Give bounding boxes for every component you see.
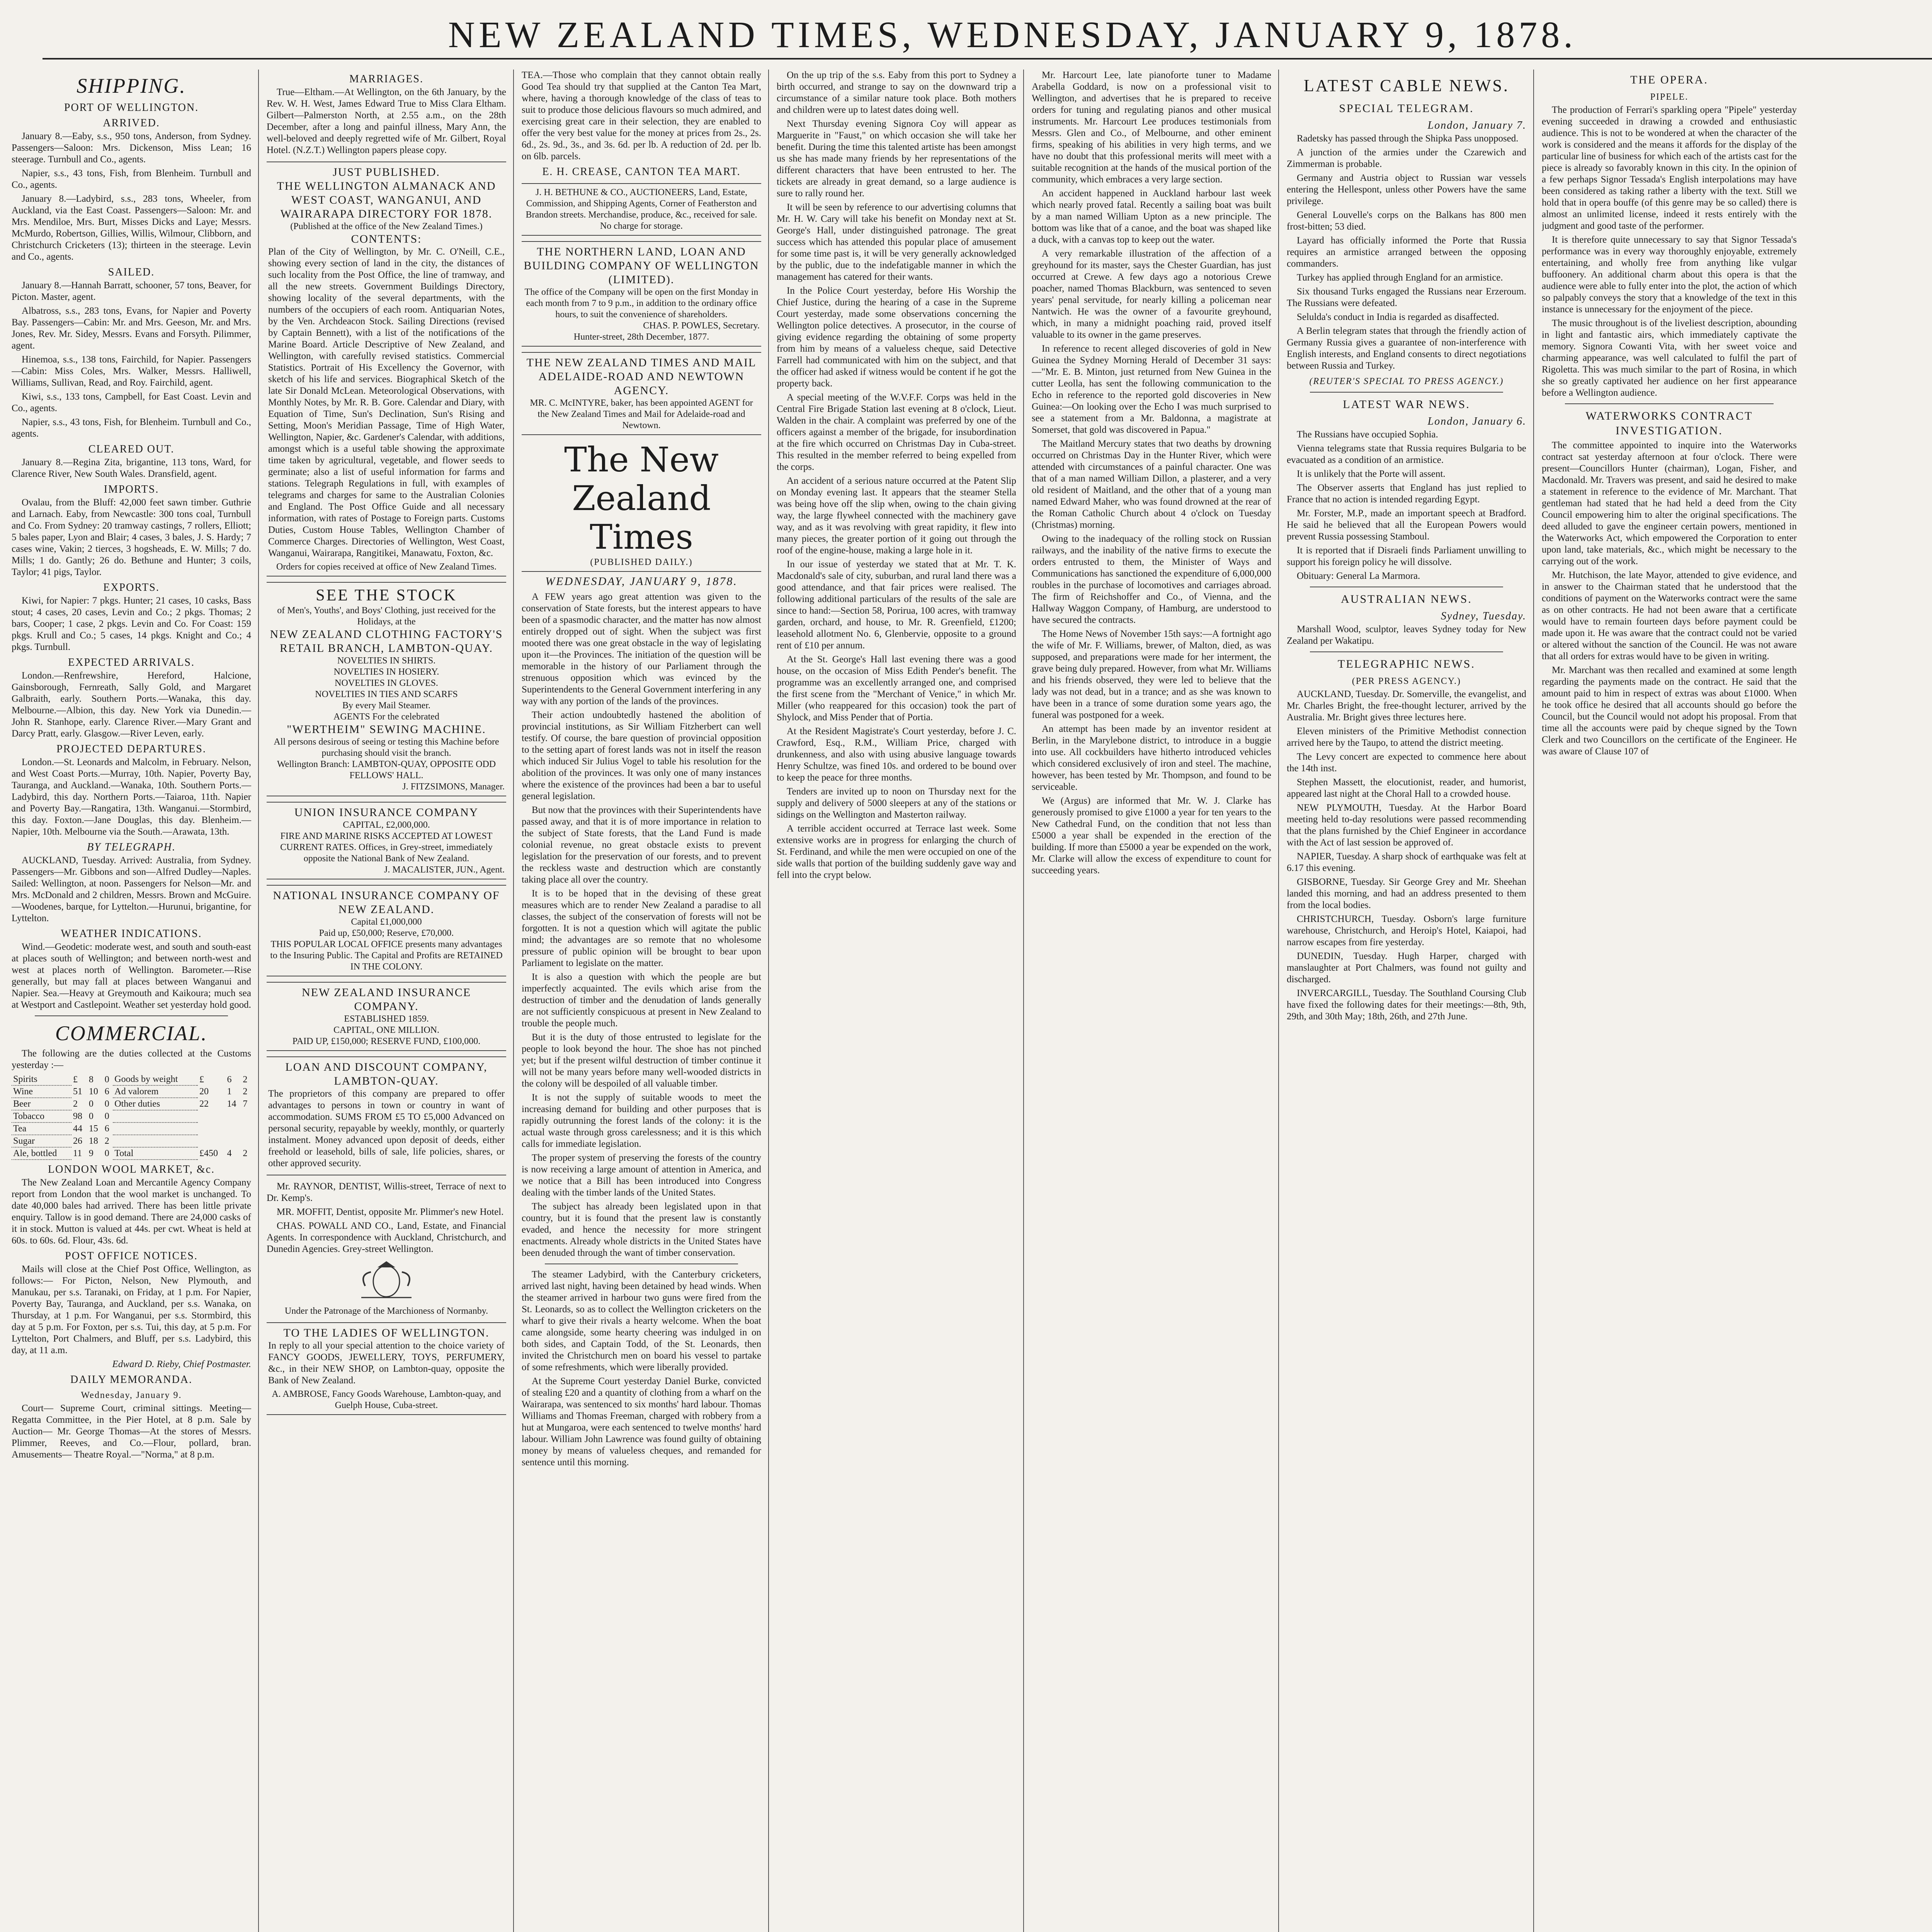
customs-cell: 15 xyxy=(88,1124,98,1134)
cable-item: Layard has officially informed the Porte that Russia requires an armistice arranged between the opposing commanders. xyxy=(1287,235,1526,269)
cable-item: Germany and Austria object to Russian war vessels entering the Hellespont, unless other Powers have the same privilege. xyxy=(1287,173,1526,206)
shipping-heading: SHIPPING. xyxy=(77,74,186,97)
column-shipping xyxy=(12,70,259,1932)
times-mail-ad xyxy=(522,352,761,435)
northern-loan-sign: CHAS. P. POWLES, Secretary. xyxy=(643,321,760,331)
telegraphic-heading: TELEGRAPHIC NEWS. xyxy=(1338,658,1475,670)
customs-row xyxy=(12,1073,251,1085)
national-insurance-ad xyxy=(267,885,506,976)
cable-date: London, January 7. xyxy=(1427,119,1526,131)
customs-cell xyxy=(198,1122,226,1135)
ladies-title: TO THE LADIES OF WELLINGTON. xyxy=(283,1327,490,1339)
cleared-list xyxy=(12,457,251,480)
customs-cell: Tea xyxy=(12,1122,71,1135)
daily-text: Court— Supreme Court, criminal sittings. Meeting— Regatta Committee, in the Pier Hotel, at 8 p.m. Sale by Auction— Mr. George Thomas—At the stores of Messrs. Plimmer, Reeves, and Co.—Flour, pollard, bran. Amusements— Theatre Royal.—"Norma," at 8 p.m. xyxy=(12,1403,251,1460)
editorial-paragraph: It is to be hoped that in the devising of these great measures which are to render New Zealand a paradise to all classes, the subject of the conservation of forests will not be forgotten. It is not a question which will agitate the public mind; the advantages are so remote that no wholesome pressure of public opinion will be brought to bear upon Parliament to legislate on the matter. xyxy=(522,888,761,968)
customs-cell xyxy=(226,1122,242,1135)
telegraphic-subheading: (PER PRESS AGENCY.) xyxy=(1352,676,1461,686)
column-cable-news xyxy=(1287,70,1534,1932)
customs-cell: 0 xyxy=(104,1111,109,1121)
news-paragraph: In reference to recent alleged discoveries of gold in New Guinea the Sydney Morning Herald of December 31 says:—"Mr. E. B. Minton, just returned from New Guinea in the cutter Leolla, has sent the following communication to the Echo in reference to the reported gold discoveries in New Guinea:—On looking over the Echo I was much surprised to see a statement from a Mr. Baldonna, a magistrate at Somerset, that gold was discovered in Papua." xyxy=(1032,344,1271,435)
editorial-paragraph: It is not the supply of suitable woods to meet the increasing demand for building and other purposes that is rapidly outrunning the forest lands of the colony: it is the actual waste through gross carelessness; and it is this which calls for immediate legislation. xyxy=(522,1092,761,1149)
divider xyxy=(1310,392,1503,393)
ladies-ad xyxy=(267,1322,506,1415)
customs-cell xyxy=(241,1135,251,1147)
divider xyxy=(1310,651,1503,652)
sailed-list xyxy=(12,280,251,440)
national-body: THIS POPULAR LOCAL OFFICE presents many advantages to the Insuring Public. The Capital and Profits are RETAINED IN THE COLONY. xyxy=(270,939,503,972)
customs-cell xyxy=(198,1135,226,1147)
customs-cell: 6 xyxy=(104,1087,109,1097)
news-paragraph: A special meeting of the W.V.F.F. Corps was held in the Central Fire Brigade Station last evening at 8 o'clock, Lieut. Walden in the chair. A complaint was preferred by one of the officers against a member of the brigade, for insubordination at the fire which occurred on Christmas Day in Cuba-street. This resulted in the member referred to being expelled from the corps. xyxy=(777,392,1016,472)
sailing-item: Albatross, s.s., 283 tons, Evans, for Napier and Poverty Bay. Passengers—Cabin: Mr. and Mrs. Geeson, Mr. and Mrs. Jones, Rev. Mr. Sidey, Messrs. Evans and Forsyth. Pilimmer, agent. xyxy=(12,306,251,351)
novelties-by: By every Mail Steamer. xyxy=(342,701,430,711)
fitzsimons-sign: J. FITZSIMONS, Manager. xyxy=(402,782,505,792)
news-paragraph: On the up trip of the s.s. Eaby from this port to Sydney a birth occurred, and strange to say on the downward trip a circumstance of a similar nature took place. Both mothers and children were up to latest dates doing well. xyxy=(777,70,1016,115)
customs-row xyxy=(12,1098,251,1110)
cleared-item: January 8.—Regina Zita, brigantine, 113 tons, Ward, for Clarence River, New South Wales. Dransfield, agent. xyxy=(12,457,251,479)
projected-heading: PROJECTED DEPARTURES. xyxy=(56,743,206,755)
customs-cell xyxy=(241,1110,251,1122)
news-paragraphs-2 xyxy=(1032,70,1271,876)
news-paragraph: Mr. Harcourt Lee, late pianoforte tuner to Madame Arabella Goddard, is now on a professional visit to Wellington, and advertises that he is prepared to receive orders for tuning and regulating pianos and other musical instruments. Mr. Harcourt Lee produces testimonials from Messrs. Glen and Co., of Melbourne, and other eminent firms, speaking of his abilities in very high terms, and we have no doubt that this professional merits will meet with a suitable recognition at the hands of the musical portion of the community, which embraces a very large section. xyxy=(1032,70,1271,185)
customs-cell: 10 xyxy=(88,1087,98,1097)
union-title: UNION INSURANCE COMPANY xyxy=(294,806,479,819)
commercial-heading: COMMERCIAL. xyxy=(55,1022,208,1045)
customs-cell: 22 xyxy=(199,1099,209,1109)
telegraphic-item: Stephen Massett, the elocutionist, reader, and humorist, appeared last night at the Choral Hall to a crowded house. xyxy=(1287,777,1526,799)
clothing-ad xyxy=(267,582,506,796)
customs-cell: Ad valorem xyxy=(113,1085,198,1098)
customs-cell: Spirits xyxy=(12,1073,71,1085)
war-item: Obituary: General La Marmora. xyxy=(1297,571,1420,581)
australian-date: Sydney, Tuesday. xyxy=(1441,610,1526,622)
news-paragraph: A very remarkable illustration of the affection of a greyhound for its master, says the Chester Guardian, has just occurred at Crewe. A few days ago a notorious Crewe poacher, named Thomas Blackburn, was sentenced to seven years' penal servitude, for nearly killing a policeman near Nantwich. He was the owner of a favourite greyhound, which, in many a midnight poaching raid, proved itself valuable to its owner in the game preserves. xyxy=(1032,248,1271,340)
news-paragraph: The Home News of November 15th says:—A fortnight ago the wife of Mr. F. Williams, brewer, of Malton, died, as was supposed, and preparations were made for her interment, the grave being duly prepared. However, from what Mr. Williams and his friends observed, they were led to believe that the lady was not dead, but in a trance; and as she was known to have been in a trance of some duration some years ago, the funeral was postponed for a week. xyxy=(1032,629,1271,720)
ladies-body: In reply to all your special attention to the choice variety of FANCY GOODS, JEWELLERY, TOYS, PERFUMERY, &c., in their NEW SHOP, on Lambton-quay, opposite the Bank of New Zealand. xyxy=(268,1340,505,1386)
flag-subtitle: (PUBLISHED DAILY.) xyxy=(590,557,693,567)
customs-note: The following are the duties collected at the Customs yesterday :— xyxy=(12,1048,251,1070)
news-paragraph: In the Police Court yesterday, before His Worship the Chief Justice, during the hearing of a case in the Supreme Court yesterday, made some observations concerning the Wellington police detectives. A prosecutor, in the course of giving evidence regarding the obtaining of some property from him by means of a valueless cheque, said Detective Farrell had communicated with him on the subject, and that the officer had asked if witness would be content if he got the property back. xyxy=(777,286,1016,389)
news-paragraph: An attempt has been made by an inventor resident at Berlin, in the Marylebone district, to introduce in a buggie into use. All cockbuilders have hitherto introduced vehicles which considered exclusively of iron and steel. The machine, however, has been tested by Mr. Thompson, and found to be serviceable. xyxy=(1032,724,1271,792)
waterworks-text-3: Mr. Marchant was then recalled and examined at some length regarding the payments made on the contract. He said that the amount paid to him in respect of extras was about £1000. When he took office he desired that all accounts should go before the Council, but the Council would not adopt his proposal. From that time all the accounts were paid by cheque signed by the Town Clerk and two Councillors on the certificate of the Engineer. He was aware of Clause 107 of xyxy=(1542,665,1797,757)
loan-title: LOAN AND DISCOUNT COMPANY, LAMBTON-QUAY. xyxy=(285,1061,488,1087)
war-list xyxy=(1287,429,1526,582)
arrived-list xyxy=(12,131,251,263)
news-paragraph: Tenders are invited up to noon on Thursday next for the supply and delivery of 5000 sleepers at any of the stations or sidings on the Wellington and Masterton railway. xyxy=(777,786,1016,820)
patronage-text: Under the Patronage of the Marchioness of Normanby. xyxy=(284,1306,488,1316)
projected-text: London.—St. Leonards and Malcolm, in February. Nelson, and West Coast Ports.—Murray, 10th. Napier, Poverty Bay, Tauranga, and Auckland.—Wanaka, 10th. Southern Ports.—Ladybird, this day. Northern Ports.—Taiaroa, 11th. Napier and Poverty Bay.—Rangatira, 13th. Wanganui.—Stormbird, this day. Foxton.—Jane Douglas, this day. Blenheim.—Napier, 10th. Melbourne via the South.—Arawata, 13th. xyxy=(12,757,251,837)
sailing-item: Kiwi, s.s., 133 tons, Campbell, for East Coast. Levin and Co., agents. xyxy=(12,391,251,413)
customs-cell: 14 xyxy=(227,1099,236,1109)
telegraphic-item: CHRISTCHURCH, Tuesday. Osborn's large furniture warehouse, Christchurch, and Heroip's Hotel, Kaiapoi, had narrow escapes from fire yesterday. xyxy=(1287,914,1526,947)
opera-heading: THE OPERA. xyxy=(1630,73,1708,86)
customs-cell: 0 xyxy=(104,1074,109,1085)
supreme-court-news: At the Supreme Court yesterday Daniel Burke, convicted of stealing £20 and a quantity of clothing from a wharf on the Wairarapa, was sentenced to six months' hard labour. Thomas Williams and Thomas Freeman, charged with robbery from a hut at Mungaroa, were each sentenced to twelve months' hard labour. William John Lawrence was found guilty of obtaining money by means of valueless cheques, and remanded for sentence until this morning. xyxy=(522,1376,761,1468)
customs-cell: 0 xyxy=(104,1148,109,1158)
reuter-note: (REUTER'S SPECIAL TO PRESS AGENCY.) xyxy=(1309,376,1504,386)
union-insurance-ad xyxy=(267,802,506,879)
sailing-item: Hinemoa, s.s., 138 tons, Fairchild, for Napier. Passengers—Cabin: Miss Coles, Mrs. Walker, Messrs. Halliwell, Williams, Sullivan, Read, and Roy. Fairchild, agent. xyxy=(12,354,251,388)
union-body: FIRE AND MARINE RISKS ACCEPTED AT LOWEST CURRENT RATES. Offices, in Grey-street, immediately opposite the National Bank of New Zealand. xyxy=(280,831,493,864)
bethune-text: J. H. BETHUNE & CO., AUCTIONEERS, Land, Estate, Commission, and Shipping Agents, Corner of Featherston and Brandon streets. Merchandise, produce, &c., received for sale. No charge for storage. xyxy=(526,187,757,231)
waterworks-text-1: The committee appointed to inquire into the Waterworks contract sat yesterday afternoon at four o'clock. There were present—Councillors Hunter (chairman), Logan, Fisher, and Macdonald. Mr. Travers was present, and said he desired to make a statement in reference to the evidence of Mr. Marchant. That gentleman had stated that he had held a deed from the City Council empowering him to alter the original specifications. The deed alluded to gave the engineer certain powers, mentioned in the Waterworks Act, which empowered the Corporation to enter upon land, take materials, &c., which might be necessary to the carrying out of the work. xyxy=(1542,440,1797,566)
customs-cell: 2 xyxy=(73,1099,78,1109)
customs-cell: £450 xyxy=(199,1148,218,1158)
customs-row xyxy=(12,1085,251,1098)
customs-cell: Ale, bottled xyxy=(12,1147,71,1160)
customs-cell: 2 xyxy=(243,1148,248,1158)
news-paragraph: An accident happened in Auckland harbour last week which nearly proved fatal. Recently a sailing boat was built by a man named William Upton as a new principle. The bottom was like that of a canoe, and the boat was shaped like a duck, with a canvas top to keep out the water. xyxy=(1032,188,1271,245)
customs-cell: 6 xyxy=(104,1124,109,1134)
arrival-item: Napier, s.s., 43 tons, Fish, from Blenheim. Turnbull and Co., agents. xyxy=(12,168,251,190)
customs-cell: 1 xyxy=(227,1087,232,1097)
customs-cell: 0 xyxy=(88,1099,94,1109)
national-capital: Capital £1,000,000 xyxy=(351,917,422,927)
marriages-text: True—Eltham.—At Wellington, on the 6th January, by the Rev. W. H. West, James Edward True to Miss Clara Eltham. Gilbert—Palmerston North, at 2.55 a.m., on the 28th December, after a long and painful illness, Mary Ann, the well-beloved and deeply regretted wife of Mr. Gilbert, Royal Hotel. (N.Z.T.) Wellington papers please copy. xyxy=(267,87,506,155)
war-item: The Russians have occupied Sophia. xyxy=(1297,429,1438,440)
column-opera xyxy=(1542,70,1797,1932)
nzins-title: NEW ZEALAND INSURANCE COMPANY. xyxy=(301,986,471,1013)
customs-cell: Goods by weight xyxy=(113,1073,198,1085)
contents-text: Plan of the City of Wellington, by Mr. C. O'Neill, C.E., showing every section of land in the city, the distances of such locality from the Post Office, the line of tramway, and all the new streets. Government Buildings Directory, showing locality of the several departments, with the numbers of the occupiers of each room. Antiquarian Notes, by the Ven. Archdeacon Stock. Sailing Directions (revised by Captain Bennett), with a list of the notifications of the Marine Board. Article Descriptive of New Zealand, and Wellington, with carefully revised statistics. Commercial Statistics. Portrait of His Excellency the Governor, with sketch of his life and services. Biographical Sketch of the late Sir Donald McLean. Meteorological Observations, with Monthly Notes, by Mr. R. B. Gore. Calendar and Diary, with Equation of Time, Sun's Declination, Sun's Rising and Setting, Moon's Meridian Passage, Time of High Water, Wellington, Napier, &c. Gardener's Calendar, with additions, amongst which is a useful table showing the approximate time taken by agricultural, vegetable, and flower seeds to germinate; also a list of useful information for farms and stations. Telegraph Regulations in full, with examples of telegrams and charges for same to the Australian Colonies and England. The Post Office Guide and all necessary information, with rates of Postage to Foreign parts. Customs Duties, Custom House Tables, Wellington Chamber of Commerce Charges. Directories of Wellington, West Coast, Wanganui, Wairarapa, Rangitikei, Manawatu, Foxton, &c. xyxy=(268,247,505,558)
telegraphic-item: GISBORNE, Tuesday. Sir George Grey and Mr. Sheehan landed this morning, and had an address presented to them from the local bodies. xyxy=(1287,877,1526,910)
raynor-ad: Mr. RAYNOR, DENTIST, Willis-street, Terrace of next to Dr. Kemp's. xyxy=(267,1181,506,1203)
novelty-line: NOVELTIES IN HOSIERY. xyxy=(333,667,439,677)
exports-text: Kiwi, for Napier: 7 pkgs. Hunter; 21 cases, 10 casks, Bass stout; 4 cases, 20 cases, Levin and Co.; 2 pkgs. Thomas; 2 bars, Cooper; 1 case, 2 pkgs. Levin and Co. For Coast: 159 pkgs. Krull and Co.; 5 cases, 14 pkgs. Knight and Co.; 4 pkgs. Turnbull. xyxy=(12,595,251,652)
customs-table xyxy=(12,1073,251,1160)
ambrose-sign: A. AMBROSE, Fancy Goods Warehouse, Lambton-quay, and Guelph House, Cuba-street. xyxy=(272,1389,501,1410)
cable-item: General Louvelle's corps on the Balkans has 800 men frost-bitten; 53 died. xyxy=(1287,210,1526,232)
war-date: London, January 6. xyxy=(1427,415,1526,427)
sailing-item: January 8.—Hannah Barratt, schooner, 57 tons, Beaver, for Picton. Master, agent. xyxy=(12,280,251,302)
telegraphic-item: NEW PLYMOUTH, Tuesday. At the Harbor Board meeting held to-day resolutions were passed recommending that the plans furnished by the Chief Engineer in accordance with the Act of last session be approved of. xyxy=(1287,803,1526,848)
tea-sign: E. H. CREASE, CANTON TEA MART. xyxy=(542,166,741,178)
editorial-paragraph: The proper system of preserving the forests of the country is now receiving a large amount of attention in America, and we notice that a Bill has been introduced into Congress dealing with the timber lands of the United States. xyxy=(522,1153,761,1198)
customs-row xyxy=(12,1122,251,1135)
customs-cell: 6 xyxy=(227,1074,232,1085)
war-item: Mr. Forster, M.P., made an important speech at Bradford. He said he believed that all the European Powers would prevent Russia possessing Stamboul. xyxy=(1287,508,1526,542)
customs-cell xyxy=(226,1110,242,1122)
ladybird-news: The steamer Ladybird, with the Canterbury cricketers, arrived last night, having been detained by head winds. When the steamer arrived in harbour two guns were fired from the St. Leonards, so as to collect the Wellington cricketers on the wharf to give their rivals a hearty welcome. When the boat came alongside, some hearty cheering was indulged in on both sides, and Captain Todd, of the St. Leonards, then invited the Christchurch men on board his vessel to partake of some refreshments, which were liberally provided. xyxy=(522,1269,761,1372)
opera-text-3: The music throughout is of the liveliest description, abounding in light and fantastic airs, which immediately captivate the memory. Signora Cowanti Vita, with her sweet voice and charming appearance, was well calculated to fulfil the part of Rigoletta. This was much similar to the part of Rosina, in which she so greatly captivated her audience on her first appearance before a Wellington audience. xyxy=(1542,318,1797,398)
telegraphic-item: INVERCARGILL, Tuesday. The Southland Coursing Club have fixed the following dates for their meetings:—8th, 9th, 29th, and 30th May; 18th, 26th, and 27th June. xyxy=(1287,988,1526,1022)
wertheim-body: All persons desirous of seeing or testing this Machine before purchasing should visit the branch. xyxy=(274,737,499,758)
editorial-paragraph: It is also a question with which the people are but imperfectly acquainted. The evils which arise from the destruction of timber and the denudation of lands generally are not sufficiently conspicuous at present in New Zealand to trouble the people much. xyxy=(522,972,761,1029)
times-mail-body: MR. C. McINTYRE, baker, has been appointed AGENT for the New Zealand Times and Mail for Adelaide-road and Newtown. xyxy=(530,398,753,430)
royal-crest-icon xyxy=(354,1259,419,1301)
cleared-heading: CLEARED OUT. xyxy=(88,443,175,455)
cable-item: Radetsky has passed through the Shipka Pass unopposed. xyxy=(1297,133,1519,144)
post-heading: POST OFFICE NOTICES. xyxy=(65,1250,198,1262)
telegraphic-item: AUCKLAND, Tuesday. Dr. Somerville, the evangelist, and Mr. Charles Bright, the free-thought lecturer, arrived by the Australia. Mr. Bright gives three lectures here. xyxy=(1287,689,1526,723)
telegraphic-item: NAPIER, Tuesday. A sharp shock of earthquake was felt at 6.17 this evening. xyxy=(1287,851,1526,873)
customs-row xyxy=(12,1147,251,1160)
customs-cell: £ xyxy=(73,1074,78,1085)
editorial-paragraph: But it is the duty of those entrusted to legislate for the people to look beyond the hour. The shoe has not pinched yet; but if the present wilful destruction of timber continue it will not be many years before many well-wooded districts in the colony will be despoiled of all valuable timber. xyxy=(522,1032,761,1089)
moffit-ad: MR. MOFFIT, Dentist, opposite Mr. Plimmer's new Hotel. xyxy=(277,1207,504,1217)
loan-discount-ad xyxy=(267,1056,506,1175)
wellington-branch: Wellington Branch: LAMBTON-QUAY, OPPOSITE ODD FELLOWS' HALL. xyxy=(277,759,496,781)
news-paragraph: We (Argus) are informed that Mr. W. J. Clarke has generously promised to give £1000 a year for ten years to the New Cathedral Fund, on the condition that not less than £5000 a year shall be expended in the erection of the building. If more than £5000 a year be expended on the work, Mr. Clarke will allow the excess of expenditure to count for succeeding years. xyxy=(1032,796,1271,876)
news-paragraph: A terrible accident occurred at Terrace last week. Some extensive works are in progress for enlarging the church of St. Ferdinand, and while the men were occupied on one of the side walls that portion of the building suddenly gave way and fell into the crypt below. xyxy=(777,823,1016,880)
post-sign: Edward D. Rieby, Chief Postmaster. xyxy=(112,1359,251,1369)
arrival-item: January 8.—Ladybird, s.s., 283 tons, Wheeler, from Auckland, via the East Coast. Passengers—Saloon: Mr. and Mrs. Mendiloe, Mrs. Burt, Misses Dicks and Laye; Messrs. McMurdo, Robertson, Gillies, Willis, Wilmour, Clibborn, and Christchurch Cricketers (13); thirteen in the steerage. Levin and Co., agents. xyxy=(12,194,251,262)
customs-cell: 18 xyxy=(88,1136,98,1146)
powall-ad: CHAS. POWALL AND CO., Land, Estate, and Financial Agents. In correspondence with Auckland, Christchurch, and Dunedin Agencies. Grey-street Wellington. xyxy=(267,1221,506,1254)
customs-cell: 9 xyxy=(88,1148,94,1158)
just-published: JUST PUBLISHED. xyxy=(333,166,440,179)
editorial-paragraph: Their action undoubtedly hastened the abolition of provincial institutions, as Sir William Fitzherbert can well testify. Of course, the bare question of provincial opposition to the setting apart of forest lands was not in itself the reason which induced Sir Julius Vogel to table his resolution for the abolition of the provinces. It was only one of many instances where the existence of the provinces had been a bar to useful general legislation. xyxy=(522,710,761,801)
customs-cell: £ xyxy=(199,1074,204,1085)
masthead-title: NEW ZEALAND TIMES, WEDNESDAY, JANUARY 9, 1878. xyxy=(448,14,1577,55)
weather-heading: WEATHER INDICATIONS. xyxy=(61,928,202,940)
customs-cell: Other duties xyxy=(113,1098,198,1110)
novelties-list xyxy=(268,655,505,700)
cable-item: Six thousand Turks engaged the Russians near Erzeroum. The Russians were defeated. xyxy=(1287,286,1526,308)
australian-text: Marshall Wood, sculptor, leaves Sydney today for New Zealand per Wakatipu. xyxy=(1287,624,1526,646)
customs-cell: 2 xyxy=(104,1136,109,1146)
northern-loan-notice: The office of the Company will be open on the first Monday in each month from 7 to 9 p.m., in addition to the ordinary office hours, to suit the convenience of shareholders. xyxy=(524,287,759,320)
telegraph-text: AUCKLAND, Tuesday. Arrived: Australia, from Sydney. Passengers—Mr. Gibbons and son—Alfred Dudley—Naples. Sailed: Wellington, at noon. Passengers for Nelson—Mr. and Mrs. McDonald and 2 children, Messrs. Brown and McGuire.—Woodenes, barque, for Lyttelton.—Hurunui, brigantine, for Lyttelton. xyxy=(12,855,251,923)
wool-heading: LONDON WOOL MARKET, &c. xyxy=(48,1163,215,1175)
news-paragraph: The Maitland Mercury states that two deaths by drowning occurred on Christmas Day in the Hunter River, which were attended with circumstances of a painful character. One was that of a man named William Dillon, a plasterer, and a very old resident of Maitland, and the other that of a young man named Edward Maher, who was found drowned at the rear of the Roman Catholic Church about 4 o'clock on Tuesday (Christmas) morning. xyxy=(1032,439,1271,530)
loan-body: The proprietors of this company are prepared to offer advantages to persons in town or country in want of accommodation. SUMS FROM £5 TO £5,000 Advanced on personal security, repayable by weekly, monthly, or quarterly instalment. Money advanced upon deposit of deeds, either freehold or leasehold, bills of sale, life policies, shares, or other approved security. xyxy=(268,1088,505,1168)
sailed-heading: SAILED. xyxy=(108,266,155,278)
customs-cell: 26 xyxy=(73,1136,82,1146)
column-advertisements-1 xyxy=(267,70,514,1932)
masthead xyxy=(43,12,1932,60)
customs-cell: 2 xyxy=(243,1074,248,1085)
cable-list xyxy=(1287,133,1526,372)
column-editorial xyxy=(522,70,769,1932)
newspaper-flag: The New Zealand Times xyxy=(564,440,719,557)
customs-cell: 8 xyxy=(88,1074,94,1085)
northern-loan-date: Hunter-street, 28th December, 1877. xyxy=(573,332,709,342)
tea-advert: TEA.—Those who complain that they cannot obtain really Good Tea should try that supplied at the Canton Tea Mart, where, having a thorough knowledge of the class of teas to suit to produce those delicious flavours so much admired, and exercising great care in their selection, they are enabled to offer the very best value for the money at prices from 2s., 2s. 6d., 2s. 9d., 3s., and 3s. 6d. per lb. A reduction of 2d. per lb. on 6lb. parcels. xyxy=(522,70,761,162)
nz-insurance-ad xyxy=(267,982,506,1051)
war-heading: LATEST WAR NEWS. xyxy=(1343,398,1470,411)
news-paragraph: Next Thursday evening Signora Coy will appear as Marguerite in "Faust," on which occasion she will take her benefit. During the time this talented artiste has been amongst us she has made many friends by her representations of the different characters that have been entrusted to her. The tickets are already in great demand, so a large audience is sure to rally round her. xyxy=(777,119,1016,199)
imports-text: Ovalau, from the Bluff: 42,000 feet sawn timber. Guthrie and Larnach. Eaby, from Newcastle: 300 tons coal, Turnbull and Co. From Sydney: 20 tramway castings, 7 rollers, Elliott; 5 bales paper, Lyon and Blair; 4 cases, 3 bales, J. S. Hardy; 7 cases wine, Vakin; 2 tierces, 3 hogsheads, E. W. Mills; 7 do. Mills; 1 do. Gantly; 26 do. Bethune and Hunter; 3 coils, Taylor; 41 pigs, Taylor. xyxy=(12,497,251,577)
customs-cell: Beer xyxy=(12,1098,71,1110)
customs-cell: 20 xyxy=(199,1087,209,1097)
weather-text: Wind.—Geodetic: moderate west, and south and south-east at places south of Wellington; and between north-west and west at places north of Wellington. Barometer.—Rise generally, but may fall at places between Wanganui and Napier. Sea.—Heavy at Greymouth and Kaikoura; much sea at Westport and Castlepoint. Weather set yesterday hold good. xyxy=(12,942,251,1010)
novelty-line: NOVELTIES IN GLOVES. xyxy=(335,678,438,688)
almanack-footer: Orders for copies received at office of New Zealand Times. xyxy=(276,562,497,572)
customs-cell: 98 xyxy=(73,1111,82,1121)
divider xyxy=(1565,403,1774,404)
daily-date: Wednesday, January 9. xyxy=(81,1390,182,1400)
war-item: It is unlikely that the Porte will assent. xyxy=(1297,469,1446,479)
union-capital: CAPITAL, £2,000,000. xyxy=(343,820,430,830)
customs-cell: Tobacco xyxy=(12,1110,71,1122)
almanack-title: THE WELLINGTON ALMANACK AND WEST COAST, WANGANUI, AND WAIRARAPA DIRECTORY FOR 1878. xyxy=(277,180,496,220)
waterworks-heading: WATERWORKS CONTRACT INVESTIGATION. xyxy=(1585,410,1753,437)
customs-cell xyxy=(241,1122,251,1135)
news-paragraph: In our issue of yesterday we stated that at Mr. T. K. Macdonald's sale of city, suburban, and rural land there was a good attendance, and that fair prices were realised. The following additional particulars of the results of the sale are since to hand:—Section 58, Porirua, 100 acres, with tramway garden, orchard, and house, to Mr. R. Greenfield, £1200; leasehold allotment No. 6, Glenbervie, opposite to a ground rent of £10 per annum. xyxy=(777,559,1016,651)
customs-cell: 7 xyxy=(243,1099,248,1109)
cable-heading: LATEST CABLE NEWS. xyxy=(1304,76,1509,95)
customs-cell xyxy=(226,1135,242,1147)
arrival-item: January 8.—Eaby, s.s., 950 tons, Anderson, from Sydney. Passengers—Saloon: Mrs. Dickenson, Miss Lean; 16 steerage. Turnbull and Co., agents. xyxy=(12,131,251,165)
contents-heading: CONTENTS: xyxy=(351,233,422,245)
customs-cell: 4 xyxy=(227,1148,232,1158)
customs-cell: Total xyxy=(113,1147,198,1160)
opera-subheading: PIPELE. xyxy=(1650,92,1689,102)
telegraphic-item: The Levy concert are expected to commence here about the 14th inst. xyxy=(1287,752,1526,774)
column-news-1 xyxy=(777,70,1024,1932)
customs-row xyxy=(12,1135,251,1147)
nzins-capital: CAPITAL, ONE MILLION. xyxy=(333,1025,440,1035)
see-stock-title: SEE THE STOCK xyxy=(316,587,457,604)
clothing-factory: NEW ZEALAND CLOTHING FACTORY'S RETAIL BRANCH, LAMBTON-QUAY. xyxy=(270,628,503,655)
news-paragraph: An accident of a serious nature occurred at the Patent Slip on Monday evening last. It appears that the steamer Stella was being hove off the slip when, owing to the chain giving way, the large flywheel connected with the machinery gave way, and as it was revolving with great rapidity, it flew into many pieces, the greater portion of it going out through the roof of the engine-house, making a large hole in it. xyxy=(777,476,1016,556)
customs-cell xyxy=(198,1110,226,1122)
expected-text: London.—Renfrewshire, Hereford, Halcione, Gainsborough, Fernreath, Sally Gold, and Margaret Galbraith, early. Southern Ports.—Wanaka, this day. Melbourne.—Albion, this day. New York via Dunedin.—John R. Stanhope, early. Clarence River.—Mary Grant and Darcy Pratt, early. Glasgow.—River Leven, early. xyxy=(12,670,251,739)
divider xyxy=(522,571,761,572)
war-item: The Observer asserts that England has just replied to France that no action is intended regarding Egypt. xyxy=(1287,483,1526,505)
cable-subheading: SPECIAL TELEGRAM. xyxy=(1339,102,1474,115)
news-paragraph: At the Resident Magistrate's Court yesterday, before J. C. Crawford, Esq., R.M., William Price, charged with drunkenness, and also with using abusive language towards Henry Schultze, was fined 10s. and ordered to be bound over to keep the peace for three months. xyxy=(777,726,1016,783)
nzins-est: ESTABLISHED 1859. xyxy=(344,1014,429,1024)
customs-cell: 51 xyxy=(73,1087,82,1097)
war-item: Vienna telegrams state that Russia requires Bulgaria to be evacuated as a condition of an armistice. xyxy=(1287,443,1526,465)
editorial-paragraph: A FEW years ago great attention was given to the conservation of State forests, but the interest appears to have been of a spasmodic character, and the matter has now almost entirely dropped out of sight. When the subject was first mooted there was one great obstacle in the way of legislating upon it—the Provinces. The initiation of the question will be memorable in the history of our Parliament through the strenuous opposition which was evinced by the Superintendents to the General Government interfering in any way with any portion of the lands of the provinces. xyxy=(522,592,761,706)
almanack-note: (Published at the office of the New Zealand Times.) xyxy=(290,221,483,231)
customs-cell: 0 xyxy=(88,1111,94,1121)
opera-text-2: It is therefore quite unnecessary to say that Signor Tessada's performance was in every way thoroughly enjoyable, extremely entertaining, and wholly free from anything like vulgar buffoonery. An additional charm about this opera is that the audience were able to fully enter into the plot, the action of which so palpably conveys the story that a knowledge of the text in this instance is unnecessary for the enjoyment of the piece. xyxy=(1542,235,1797,315)
port-heading: PORT OF WELLINGTON. xyxy=(64,102,199,114)
divider xyxy=(35,1015,228,1016)
expected-heading: EXPECTED ARRIVALS. xyxy=(68,656,195,668)
national-title: NATIONAL INSURANCE COMPANY OF NEW ZEALAND. xyxy=(273,889,500,916)
customs-cell: 11 xyxy=(73,1148,82,1158)
marriages-heading: MARRIAGES. xyxy=(349,73,423,85)
customs-cell xyxy=(113,1110,198,1122)
imports-heading: IMPORTS. xyxy=(104,483,159,495)
post-text: Mails will close at the Chief Post Office, Wellington, as follows:— For Picton, Nelson, New Plymouth, and Manukau, per s.s. Taranaki, on Friday, at 1 p.m. For Napier, Poverty Bay, Tauranga, and Auckland, per s.s. Wanaka, on Thursday, at 1 p.m. For Wanganui, per s.s. Stormbird, this day at 5 p.m. For Foxton, per s.s. Tui, this day, at 5 p.m. For Lyttelton, Port Chalmers, and Bluff, per s.s. Ladybird, this day, at 11 a.m. xyxy=(12,1264,251,1355)
nzins-paid: PAID UP, £150,000; RESERVE FUND, £100,000. xyxy=(292,1036,481,1046)
editorial-paragraph: But now that the provinces with their Superintendents have passed away, and that it is of more importance in relation to the subject of State forests, that the Land Fund is made colonial revenue, no great obstacle exists to prevent legislation for the preservation of our forests, and to prevent the reckless waste and destruction which are constantly taking place all over the country. xyxy=(522,805,761,885)
novelty-line: NOVELTIES IN TIES AND SCARFS xyxy=(315,689,458,699)
almanack-ad xyxy=(267,162,506,577)
northern-loan-ad xyxy=(522,241,761,347)
news-paragraph: It will be seen by reference to our advertising columns that Mr. H. W. Cary will take his benefit on Monday next at St. George's Hall, under distinguished patronage. The great success which has attended this popular place of amusement for some time past is, it will be very generally acknowledged by the public, due to the indefatigable manner in which the management has catered for their wants. xyxy=(777,202,1016,282)
customs-cell: Wine xyxy=(12,1085,71,1098)
union-sign: J. MACALISTER, JUN., Agent. xyxy=(384,865,505,875)
national-paid: Paid up, £50,000; Reserve, £70,000. xyxy=(319,928,454,938)
war-item: It is reported that if Disraeli finds Parliament unwilling to support his foreign policy he will dissolve. xyxy=(1287,545,1526,567)
telegraph-heading: BY TELEGRAPH. xyxy=(87,841,176,853)
customs-cell: 0 xyxy=(104,1099,109,1109)
customs-cell: 44 xyxy=(73,1124,82,1134)
editorial-body xyxy=(522,591,761,1259)
arrived-heading: ARRIVED. xyxy=(103,117,160,129)
editorial-paragraph: The subject has already been legislated upon in that country, but it is found that the present law is constantly evaded, and hence the necessity for more stringent enactments. Already whole districts in the United States have been denuded through the want of timber conservation. xyxy=(522,1201,761,1258)
opera-text-1: The production of Ferrari's sparkling opera "Pipele" yesterday evening succeeded in drawing a crowded and enthusiastic audience. This is not to be wondered at when the character of the work is considered and the means it affords for the display of the particular line of business for which each of the artists cast for the piece is already so favorably known in this city. In the opinion of a few perhaps Signor Tessada's English interpolations may have been considered as taking rather a liberty with the text. Still we hold that in opera bouffe (of this genre may be so called) there is almost an unlimited license, indeed it rests entirely with the judgment and good taste of the performer. xyxy=(1542,105,1797,231)
news-paragraphs-1 xyxy=(777,70,1016,881)
cable-item: Selulda's conduct in India is regarded as disaffected. xyxy=(1297,312,1499,322)
news-paragraph: Owing to the inadequacy of the rolling stock on Russian railways, and the inability of the native firms to execute the orders entrusted to them, the Minister of Ways and Communications has sanctioned the expenditure of 6,000,000 roubles in the purchase of locomotives and carriages abroad. The firm of Reichshoffer and Co., of Vienna, and the Hallway Waggon Company, of Hamburg, are understood to have secured the contracts. xyxy=(1032,534,1271,625)
daily-heading: DAILY MEMORANDA. xyxy=(70,1374,192,1386)
customs-cell: Sugar xyxy=(12,1135,71,1147)
agents-heading: AGENTS For the celebrated xyxy=(333,712,439,722)
cable-item: Turkey has applied through England for an armistice. xyxy=(1297,272,1503,283)
times-mail-title: THE NEW ZEALAND TIMES AND MAIL ADELAIDE-ROAD AND NEWTOWN AGENCY. xyxy=(526,356,757,397)
customs-cell: 2 xyxy=(243,1087,248,1097)
editorial-dateline: WEDNESDAY, JANUARY 9, 1878. xyxy=(545,575,738,588)
column-news-2 xyxy=(1032,70,1279,1932)
customs-cell xyxy=(113,1135,198,1147)
sailing-item: Napier, s.s., 43 tons, Fish, for Blenheim. Turnbull and Co., agents. xyxy=(12,417,251,439)
cable-item: A Berlin telegram states that through the friendly action of Germany Russia gives a guarantee of non-interference with English interests, and England consents to direct negotiations between Russia and Turkey. xyxy=(1287,326,1526,371)
cable-item: A junction of the armies under the Czarewich and Zimmerman is probable. xyxy=(1287,147,1526,169)
waterworks-text-2: Mr. Hutchison, the late Mayor, attended to give evidence, and in answer to the Chairman stated that he understood that the conditions of payment on the Waterworks contract were the same as on other contracts. He had not been aware that a certificate would have to remain fourteen days before payment could be made upon it. He was aware that the contract could not be varied or altered without the sanction of the Council. He was not aware that all orders for extras would have to be given in writing. xyxy=(1542,570,1797,662)
customs-row xyxy=(12,1110,251,1122)
northern-loan-title: THE NORTHERN LAND, LOAN AND BUILDING COMPANY OF WELLINGTON (LIMITED). xyxy=(524,245,759,286)
wertheim-title: "WERTHEIM" SEWING MACHINE. xyxy=(287,723,486,736)
bethune-ad xyxy=(522,183,761,236)
wool-text: The New Zealand Loan and Mercantile Agency Company report from London that the wool market is unchanged. To date 40,000 bales had arrived. There has been little private enquiry. Tallow is in good demand. There are 24,000 casks of it in stock. Mutton is valued at 44s. per cwt. Wheat is held at 60s. to 60s. 6d. Flour, 43s. 6d. xyxy=(12,1177,251,1246)
telegraphic-item: Eleven ministers of the Primitive Methodist connection arrived here by the Taupo, to attend the district meeting. xyxy=(1287,726,1526,748)
customs-cell xyxy=(113,1122,198,1135)
news-paragraph: At the St. George's Hall last evening there was a good house, on the occasion of Miss Edith Pender's benefit. The programme was an excellently arranged one, and comprised the first scene from the "Merchant of Venice," in which Mr. Miller (who reappeared for this occasion) took the part of Shylock, and Miss Pender that of Portia. xyxy=(777,654,1016,723)
telegraphic-item: DUNEDIN, Tuesday. Hugh Harper, charged with manslaughter at Port Chalmers, was found not guilty and discharged. xyxy=(1287,951,1526,985)
exports-heading: EXPORTS. xyxy=(103,582,160,594)
novelty-line: NOVELTIES IN SHIRTS. xyxy=(337,656,436,666)
see-stock-body: of Men's, Youths', and Boys' Clothing, just received for the Holidays, at the xyxy=(277,605,496,627)
australian-heading: AUSTRALIAN NEWS. xyxy=(1341,593,1472,605)
telegraphic-list xyxy=(1287,689,1526,1022)
